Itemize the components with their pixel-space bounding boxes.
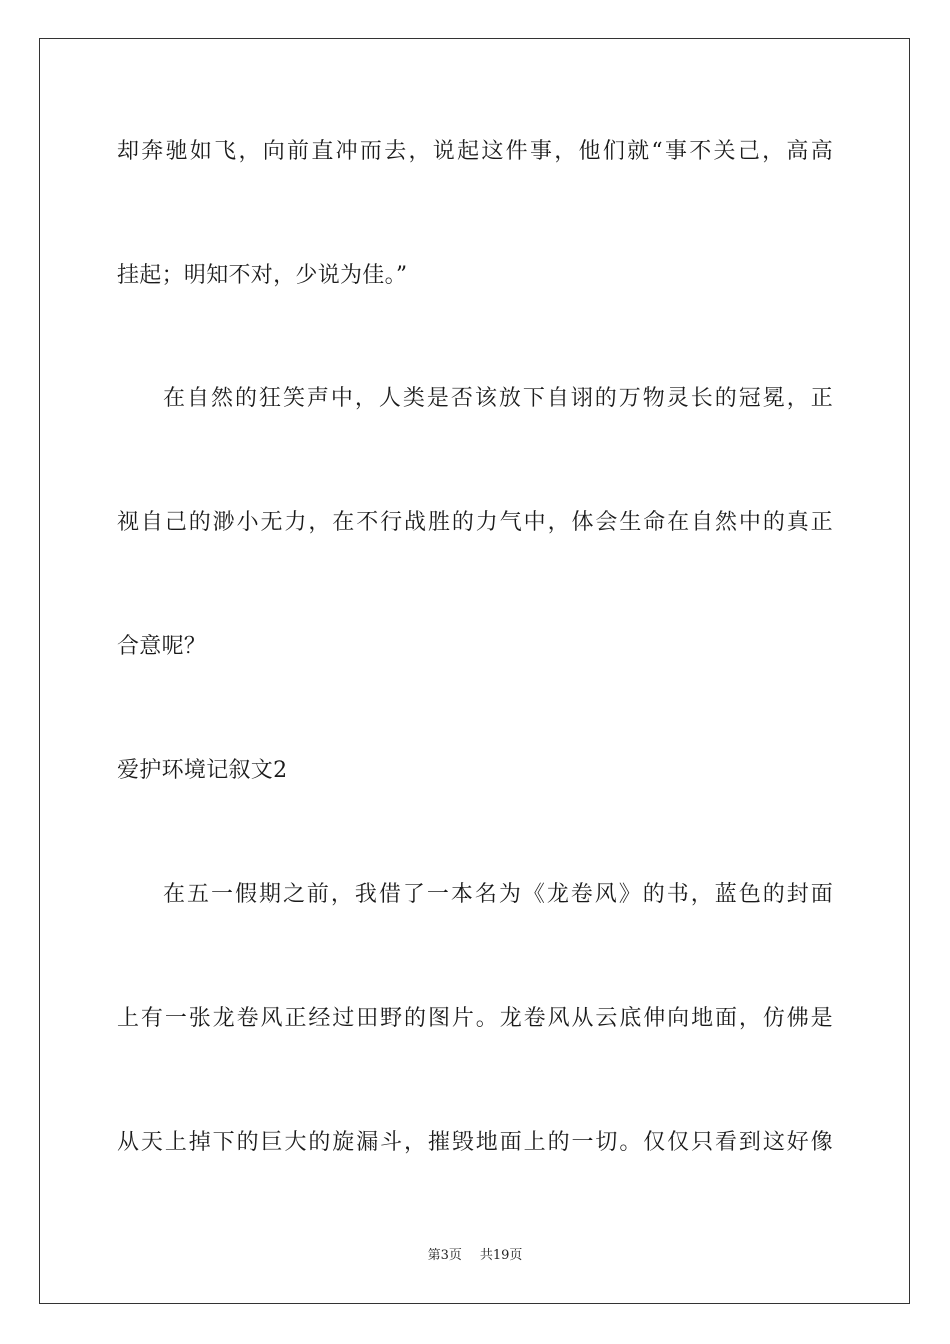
- text-line: 从天上掉下的巨大的旋漏斗，摧毁地面上的一切。仅仅只看到这好像: [117, 1130, 833, 1155]
- page-footer: [0, 1247, 950, 1265]
- section-heading: 爱护环境记叙文2: [117, 758, 288, 783]
- text-line: 合意呢？: [117, 634, 207, 659]
- text-line: 却奔驰如飞，向前直冲而去，说起这件事，他们就“事不关己，高高: [117, 139, 833, 164]
- page-number: 第3页: [427, 1248, 462, 1263]
- page-total: 共19页: [479, 1248, 523, 1263]
- text-line: 上有一张龙卷风正经过田野的图片。龙卷风从云底伸向地面，仿佛是: [117, 1006, 833, 1031]
- page-frame: [39, 38, 910, 1304]
- text-line: 在自然的狂笑声中，人类是否该放下自诩的万物灵长的冠冕，正: [163, 386, 833, 411]
- text-line: 挂起；明知不对，少说为佳。”: [117, 263, 408, 288]
- text-line: 视自己的渺小无力，在不行战胜的力气中，体会生命在自然中的真正: [117, 510, 833, 535]
- text-line: 在五一假期之前，我借了一本名为《龙卷风》的书，蓝色的封面: [163, 882, 833, 907]
